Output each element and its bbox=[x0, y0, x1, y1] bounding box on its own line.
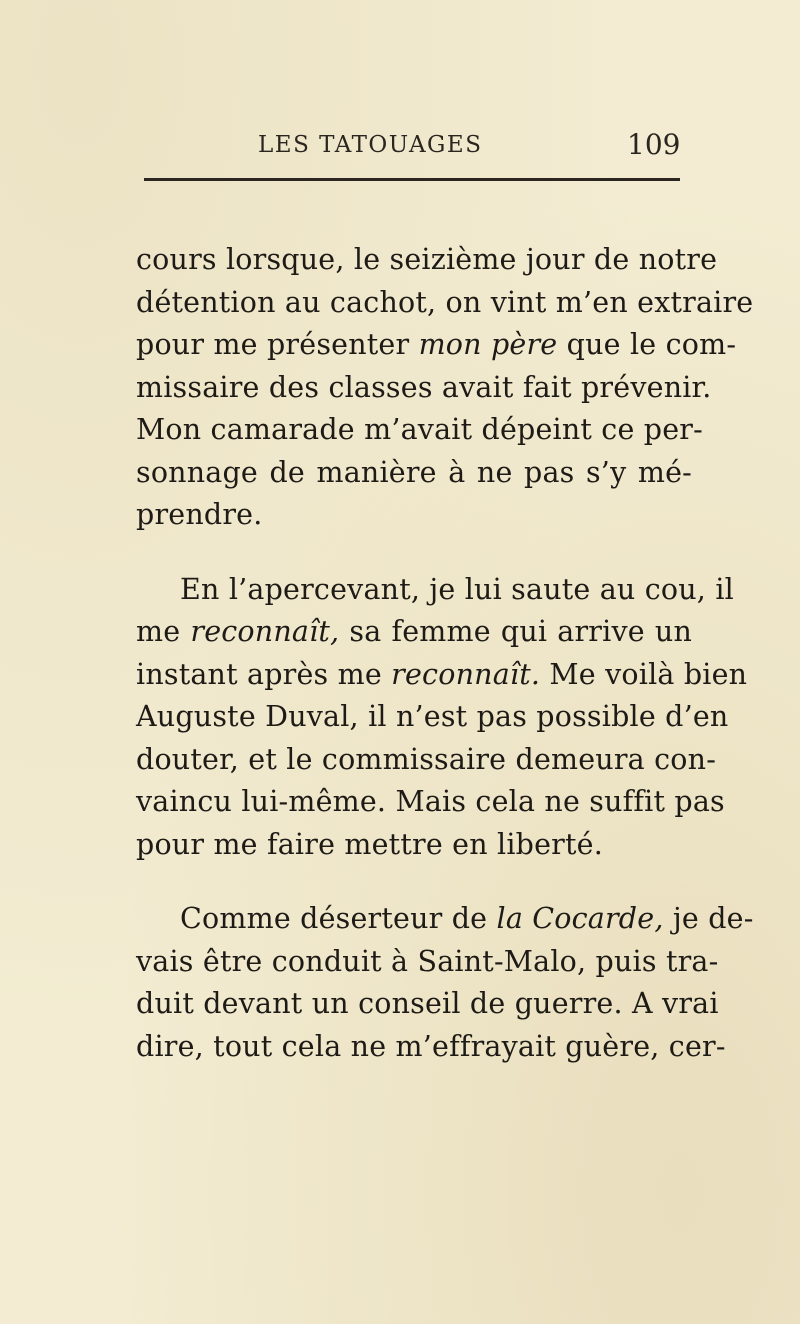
text-line bbox=[136, 696, 729, 739]
text-run: détention au cachot, on vint m’en extraire bbox=[136, 285, 754, 319]
text-run: sonnage de manière à ne pas s’y mé- bbox=[136, 455, 692, 489]
text-run: me bbox=[136, 615, 191, 648]
text-run: que le com- bbox=[557, 328, 737, 361]
italic-text: mon père bbox=[418, 328, 558, 361]
text-line bbox=[136, 983, 719, 1026]
paragraph bbox=[136, 898, 754, 1068]
text-run: sa femme qui arrive un bbox=[339, 615, 692, 648]
text-line bbox=[136, 367, 712, 410]
header-rule bbox=[144, 178, 680, 181]
text-run: dire, tout cela ne m’effrayait guère, cer- bbox=[136, 1029, 726, 1063]
text-line bbox=[136, 282, 754, 325]
text-run: cours lorsque, le seizième jour de notre bbox=[136, 243, 718, 276]
text-run: pour me présenter bbox=[136, 328, 419, 361]
italic-text: reconnaît. bbox=[391, 657, 541, 691]
text-line bbox=[136, 452, 692, 495]
running-title: LES TATOUAGES bbox=[258, 132, 483, 158]
text-line bbox=[136, 1026, 726, 1069]
text-line bbox=[136, 898, 754, 941]
text-run: Auguste Duval, il n’est pas possible d’en bbox=[136, 700, 729, 733]
text-run: je de- bbox=[663, 902, 754, 935]
paragraph bbox=[136, 239, 754, 537]
text-run: vais être conduit à Saint-Malo, puis tra- bbox=[136, 944, 719, 978]
text-line bbox=[136, 781, 725, 824]
text-run: En l’apercevant, je lui saute au cou, il bbox=[180, 572, 734, 606]
text-line bbox=[136, 611, 692, 654]
italic-text: reconnaît, bbox=[190, 615, 340, 648]
text-line bbox=[136, 324, 737, 367]
text-run: Mon camarade m’avait dépeint ce per- bbox=[136, 413, 703, 446]
text-run: prendre. bbox=[136, 498, 263, 531]
text-run: Comme déserteur de bbox=[180, 902, 497, 935]
text-run: vaincu lui-même. Mais cela ne suffit pas bbox=[136, 785, 725, 818]
text-line bbox=[136, 739, 717, 782]
text-line bbox=[136, 569, 734, 612]
paragraph-gap bbox=[136, 537, 692, 569]
text-line bbox=[136, 409, 703, 452]
page-number: 109 bbox=[627, 128, 681, 161]
text-run: pour me faire mettre en liberté. bbox=[136, 827, 603, 861]
text-run: douter, et le commissaire demeura con- bbox=[136, 742, 717, 776]
paragraph-gap bbox=[136, 866, 692, 898]
body-text bbox=[136, 239, 754, 1068]
text-run: missaire des classes avait fait prévenir. bbox=[136, 370, 712, 404]
text-run: duit devant un conseil de guerre. A vrai bbox=[136, 987, 719, 1020]
text-line bbox=[136, 239, 718, 282]
text-line bbox=[136, 494, 692, 537]
paragraph bbox=[136, 569, 748, 867]
italic-text: la Cocarde, bbox=[496, 902, 664, 935]
text-line bbox=[136, 824, 692, 867]
text-line bbox=[136, 941, 719, 984]
text-run: instant après me bbox=[136, 657, 392, 691]
running-head bbox=[0, 128, 800, 168]
text-run: Me voilà bien bbox=[540, 657, 748, 691]
text-line bbox=[136, 654, 748, 697]
